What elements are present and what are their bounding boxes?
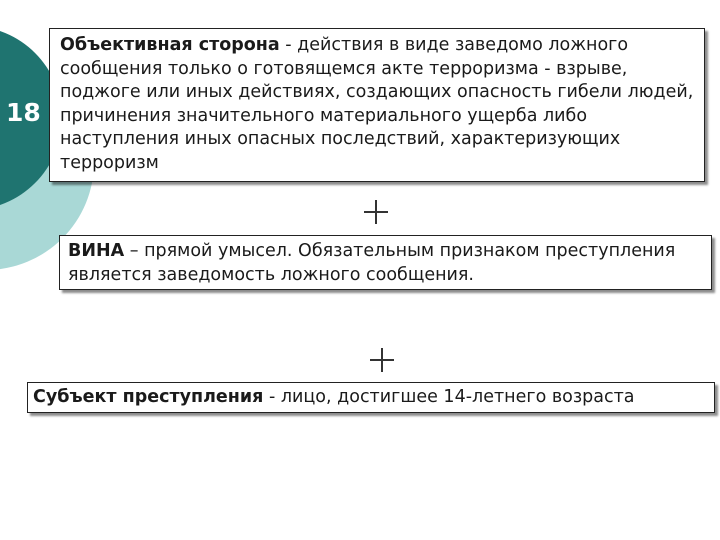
guilt-text: – прямой умысел. Обязательным признаком преступления является заведомость ложного сообщения. bbox=[68, 241, 676, 285]
objective-side-box bbox=[49, 28, 705, 182]
subject-term: Субъект преступления bbox=[33, 387, 264, 407]
objective-side-text: - действия в виде заведомо ложного сообщения только о готовящемся акте терроризма - взрыве, поджоге или иных действиях, создающих опасность гибели людей, причинения значительного материального ущерба либо наступления иных опасных последствий, характеризующих терроризм bbox=[60, 35, 694, 173]
plus-connector-1 bbox=[364, 200, 388, 224]
plus-connector-2 bbox=[370, 348, 394, 372]
objective-side-term: Объективная сторона bbox=[60, 35, 280, 55]
subject-box bbox=[27, 382, 715, 413]
guilt-term: ВИНА bbox=[68, 241, 125, 261]
slide-number: 18 bbox=[6, 98, 41, 127]
subject-text: - лицо, достигшее 14-летнего возраста bbox=[263, 387, 635, 407]
guilt-box bbox=[59, 235, 712, 290]
